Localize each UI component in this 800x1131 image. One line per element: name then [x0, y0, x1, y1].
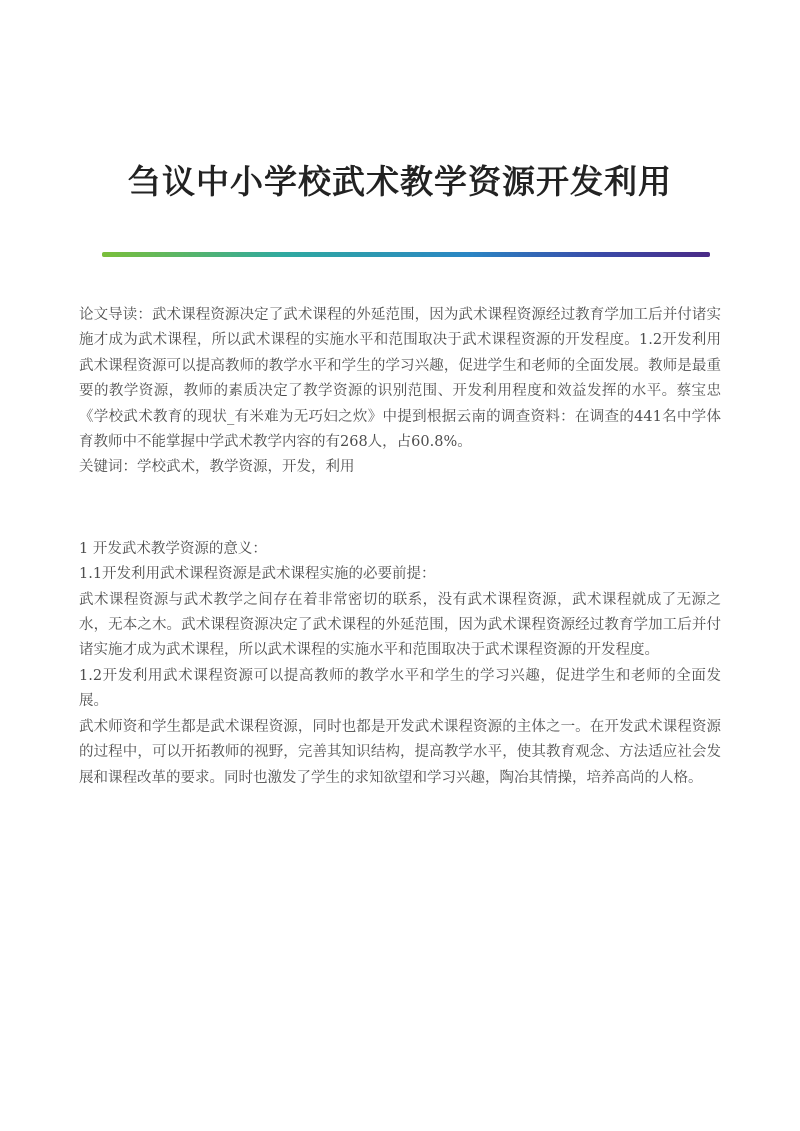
- section-spacer: [79, 481, 721, 537]
- section-1-heading: 1 开发武术教学资源的意义：: [79, 540, 267, 557]
- keywords-line: 关键词：学校武术，教学资源，开发，利用: [79, 459, 355, 476]
- title-divider: [102, 252, 710, 257]
- section-1-1-heading: 1.1开发利用武术课程资源是武术课程实施的必要前提：: [79, 566, 436, 583]
- section-1-1-body: 武术课程资源与武术教学之间存在着非常密切的联系，没有武术课程资源，武术课程就成了无源之水，无本之木。武术课程资源决定了武术课程的外延范围，因为武术课程资源经过教育学加工后并付诸实施才成为武术课程，所以武术课程的实施水平和范围取决于武术课程资源的开发程度。: [79, 591, 721, 659]
- document-title: 刍议中小学校武术教学资源开发利用: [128, 162, 672, 201]
- section-1-2-body: 武术师资和学生都是武术课程资源，同时也都是开发武术课程资源的主体之一。在开发武术课程资源的过程中，可以开拓教师的视野，完善其知识结构，提高教学水平，使其教育观念、方法适应社会发展和课程改革的要求。同时也激发了学生的求知欲望和学习兴趣，陶冶其情操，培养高尚的人格。: [79, 718, 721, 786]
- document-body: [79, 303, 721, 791]
- abstract-paragraph: 论文导读：武术课程资源决定了武术课程的外延范围，因为武术课程资源经过教育学加工后并付诸实施才成为武术课程，所以武术课程的实施水平和范围取决于武术课程资源的开发程度。1.2开发利用武术课程资源可以提高教师的教学水平和学生的学习兴趣，促进学生和老师的全面发展。教师是最重要的教学资源，教师的素质决定了教学资源的识别范围、开发利用程度和效益发挥的水平。蔡宝忠《学校武术教育的现状_有米难为无巧妇之炊》中提到根据云南的调查资料：在调查的441名中学体育教师中不能掌握中学武术教学内容的有268人，占60.8%。: [79, 307, 721, 451]
- section-1-2-heading: 1.2开发利用武术课程资源可以提高教师的教学水平和学生的学习兴趣，促进学生和老师的全面发展。: [79, 667, 721, 710]
